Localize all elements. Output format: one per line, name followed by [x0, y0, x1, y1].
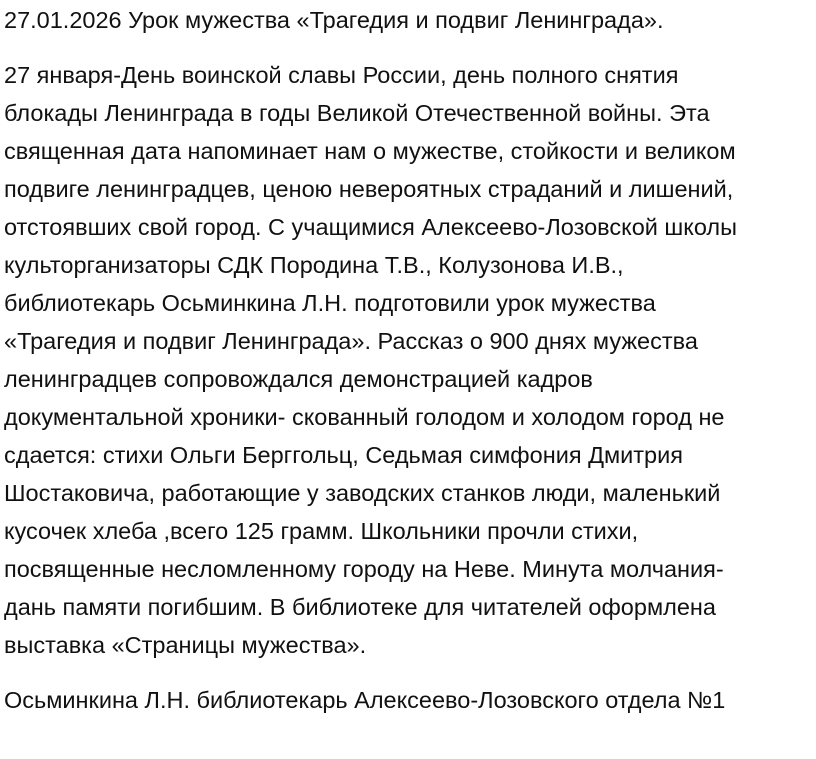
paragraph-line: дань памяти погибшим. В библиотеке для читателей оформлена: [4, 594, 716, 620]
paragraph-line: культорганизаторы СДК Породина Т.В., Колузонова И.В.,: [4, 252, 624, 278]
paragraph-line: выставка «Страницы мужества».: [4, 632, 367, 658]
document-header: 27.01.2026 Урок мужества «Трагедия и подвиг Ленинграда».: [4, 7, 664, 33]
paragraph-line: сдается: стихи Ольги Берггольц, Седьмая симфония Дмитрия: [4, 442, 683, 468]
paragraph-line: отстоявших свой город. С учащимися Алексеево-Лозовской школы: [4, 214, 737, 240]
paragraph-line: посвященные несломленному городу на Неве. Минута молчания-: [4, 556, 724, 582]
signature-line: Осьминкина Л.Н. библиотекарь Алексеево-Лозовского отдела №1: [4, 687, 726, 713]
paragraph-line: Шостаковича, работающие у заводских станков люди, маленький: [4, 480, 721, 506]
paragraph-line: «Трагедия и подвиг Ленинграда». Рассказ о 900 днях мужества: [4, 328, 698, 354]
paragraph-line: документальной хроники- скованный голодом и холодом город не: [4, 404, 725, 430]
paragraph-line: священная дата напоминает нам о мужестве, стойкости и великом: [4, 138, 736, 164]
paragraph-line: подвиге ленинградцев, ценою невероятных страданий и лишений,: [4, 176, 734, 202]
paragraph-line: кусочек хлеба ,всего 125 грамм. Школьники прочли стихи,: [4, 518, 639, 544]
paragraph-line: ленинградцев сопровождался демонстрацией кадров: [4, 366, 593, 392]
paragraph-line: 27 января-День воинской славы России, день полного снятия: [4, 62, 679, 88]
paragraph-line: библиотекарь Осьминкина Л.Н. подготовили урок мужества: [4, 290, 656, 316]
paragraph-line: блокады Ленинграда в годы Великой Отечественной войны. Эта: [4, 100, 710, 126]
